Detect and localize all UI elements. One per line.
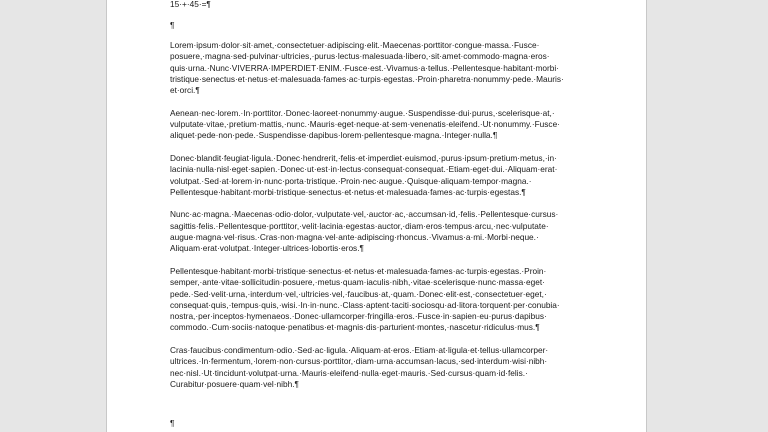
- empty-paragraph[interactable]: ¶: [170, 418, 175, 428]
- paragraph[interactable]: [170, 108, 590, 142]
- paragraph-line[interactable]: Nunc·ac·magna.·Maecenas·odio·dolor,·vulputate·vel,·auctor·ac,·accumsan·id,·felis.·Pellentesque·cursus·: [170, 209, 559, 220]
- first-line[interactable]: 15·+·45·=¶: [170, 0, 211, 9]
- paragraph-line[interactable]: Curabitur·posuere·quam·vel·nibh.¶: [170, 378, 299, 389]
- paragraph-line[interactable]: sagittis·felis.·Pellentesque·porttitor,·velit·lacinia·egestas·auctor,·diam·eros·tempus·arcu,·nec·vulputate·: [170, 220, 549, 231]
- paragraph[interactable]: [170, 153, 590, 198]
- paragraph-line[interactable]: Cras·faucibus·condimentum·odio.·Sed·ac·ligula.·Aliquam·at·eros.·Etiam·at·ligula·et·tellus·ullamcorper·: [170, 345, 549, 356]
- paragraph-line[interactable]: pede.·Sed·velit·urna,·interdum·vel,·ultricies·vel,·faucibus·at,·quam.·Donec·elit·est,·consectetuer·eget,·: [170, 288, 547, 299]
- paragraph-line[interactable]: Donec·blandit·feugiat·ligula.·Donec·hendrerit,·felis·et·imperdiet·euismod,·purus·ipsum·pretium·metus,·in·: [170, 152, 557, 163]
- paragraph-line[interactable]: commodo.·Cum·sociis·natoque·penatibus·et·magnis·dis·parturient·montes,·nascetur·ridiculus·mus.¶: [170, 322, 540, 333]
- paragraph-line[interactable]: semper,·ante·vitae·sollicitudin·posuere,·metus·quam·iaculis·nibh,·vitae·scelerisque·nunc·massa·eget·: [170, 277, 545, 288]
- paragraph-line[interactable]: augue·magna·vel·risus.·Cras·non·magna·vel·ante·adipiscing·rhoncus.·Vivamus·a·mi.·Morbi·neque.·: [170, 232, 539, 243]
- paragraph-line[interactable]: et·orci.¶: [170, 85, 200, 96]
- paragraph-line[interactable]: nostra,·per·inceptos·hymenaeos.·Donec·ullamcorper·fringilla·eros.·Fusce·in·sapien·eu·purus·dapibus·: [170, 311, 547, 322]
- document-page[interactable]: [106, 0, 647, 432]
- paragraph[interactable]: [170, 266, 590, 334]
- paragraph[interactable]: [170, 209, 590, 254]
- paragraph-line[interactable]: posuere,·magna·sed·pulvinar·ultricies,·purus·lectus·malesuada·libero,·sit·amet·commodo·magna·eros·: [170, 51, 550, 62]
- paragraph-line[interactable]: tristique·senectus·et·netus·et·malesuada·fames·ac·turpis·egestas.·Proin·pharetra·nonummy·pede.·Mauris·: [170, 73, 564, 84]
- paragraph[interactable]: [170, 345, 590, 390]
- paragraph[interactable]: [170, 40, 590, 96]
- paragraph-line[interactable]: Aenean·nec·lorem.·In·porttitor.·Donec·laoreet·nonummy·augue.·Suspendisse·dui·purus,·scelerisque·at,·: [170, 107, 555, 118]
- empty-paragraph[interactable]: ¶: [170, 20, 175, 30]
- paragraph-line[interactable]: aliquet·pede·non·pede.·Suspendisse·dapibus·lorem·pellentesque·magna.·Integer·nulla.¶: [170, 130, 498, 141]
- paragraph-line[interactable]: Lorem·ipsum·dolor·sit·amet,·consectetuer·adipiscing·elit.·Maecenas·porttitor·congue·massa.·Fusce·: [170, 40, 540, 50]
- paragraph-line[interactable]: Pellentesque·habitant·morbi·tristique·senectus·et·netus·et·malesuada·fames·ac·turpis·egestas.·Proin·: [170, 265, 547, 276]
- paragraph-line[interactable]: volutpat.·Sed·at·lorem·in·nunc·porta·tristique.·Proin·nec·augue.·Quisque·aliquam·tempor·magna.·: [170, 175, 532, 186]
- paragraph-line[interactable]: quis·urna.·Nunc·VIVERRA·IMPERDIET·ENIM.·Fusce·est.·Vivamus·a·tellus.·Pellentesque·habitant·morbi·: [170, 62, 559, 73]
- paragraph-line[interactable]: vulputate·vitae,·pretium·mattis,·nunc.·Mauris·eget·neque·at·sem·venenatis·eleifend.·Ut·nonummy.·Fusce·: [170, 119, 560, 130]
- paragraph-line[interactable]: consequat·quis,·tempus·quis,·wisi.·In·in·nunc.·Class·aptent·taciti·sociosqu·ad·litora·torquent·per·conubia·: [170, 299, 560, 310]
- paragraph-line[interactable]: ultrices.·In·fermentum,·lorem·non·cursus·porttitor,·diam·urna·accumsan·lacus,·sed·interdum·wisi·nibh·: [170, 356, 548, 367]
- paragraph-line[interactable]: nec·nisl.·Ut·tincidunt·volutpat·urna.·Mauris·eleifend·nulla·eget·mauris.·Sed·cursus·quam·id·felis.·: [170, 367, 528, 378]
- paragraph-line[interactable]: lacinia·nulla·nisl·eget·sapien.·Donec·ut·est·in·lectus·consequat·consequat.·Etiam·eget·dui.·Aliquam·erat·: [170, 164, 558, 175]
- paragraph-line[interactable]: Pellentesque·habitant·morbi·tristique·senectus·et·netus·et·malesuada·fames·ac·turpis·egestas.¶: [170, 186, 526, 197]
- paragraph-line[interactable]: Aliquam·erat·volutpat.·Integer·ultrices·lobortis·eros.¶: [170, 243, 364, 254]
